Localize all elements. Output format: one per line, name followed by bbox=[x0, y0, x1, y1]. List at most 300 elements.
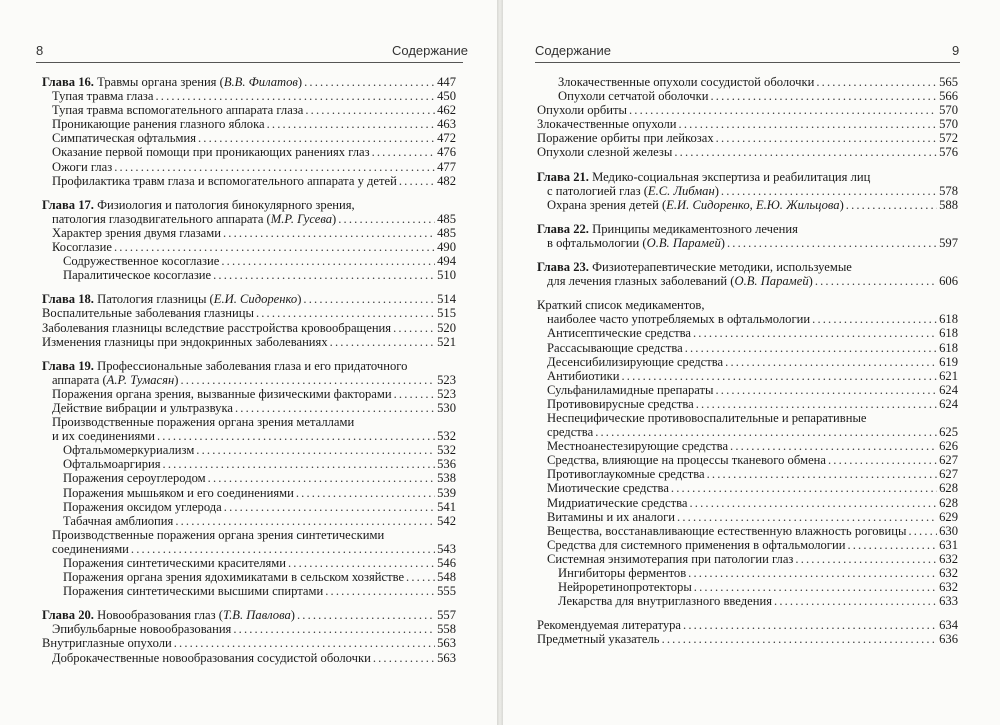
entry-page-number: 563 bbox=[437, 636, 456, 651]
entry-text: Нейроретинопротекторы bbox=[558, 580, 692, 595]
entry-page-number: 485 bbox=[437, 225, 456, 240]
toc-entry bbox=[537, 145, 958, 159]
dot-leader bbox=[267, 117, 436, 131]
entry-title bbox=[547, 397, 694, 411]
entry-text: Характер зрения двумя глазами bbox=[52, 225, 221, 240]
dot-leader bbox=[694, 580, 937, 594]
entry-title bbox=[63, 556, 286, 570]
dot-leader bbox=[846, 198, 937, 212]
toc-entry bbox=[42, 145, 456, 159]
entry-title bbox=[63, 570, 404, 584]
entry-text: Содружественное косоглазие bbox=[63, 254, 220, 269]
entry-title bbox=[547, 439, 728, 453]
toc-entry bbox=[42, 117, 456, 131]
entry-page-number: 546 bbox=[437, 556, 456, 570]
entry-paren: ) bbox=[297, 75, 303, 89]
dot-leader bbox=[394, 387, 436, 401]
entry-title bbox=[52, 651, 371, 665]
entry-page-number: 515 bbox=[437, 306, 456, 321]
dot-leader bbox=[690, 496, 938, 510]
entry-author: М.Р. Гусева bbox=[270, 211, 333, 226]
entry-text: Действие вибрации и ультразвука bbox=[52, 400, 233, 415]
entry-text: Средства, влияющие на процессы тканевого обмена bbox=[547, 453, 826, 468]
entry-title bbox=[547, 524, 906, 538]
entry-title bbox=[537, 260, 852, 274]
entry-text: Поражения оксидом углерода bbox=[63, 499, 222, 514]
entry-page-number: 477 bbox=[437, 159, 456, 174]
toc-entry bbox=[537, 552, 958, 566]
entry-text: Десенсибилизирующие средства bbox=[547, 354, 724, 369]
dot-leader bbox=[198, 131, 435, 145]
entry-text: Поражение орбиты при лейкозах bbox=[537, 131, 714, 146]
entry-title bbox=[52, 103, 303, 117]
entry-page-number: 538 bbox=[437, 471, 456, 486]
dot-leader bbox=[163, 457, 436, 471]
chapter-label: Глава 21. bbox=[537, 169, 589, 184]
dot-leader bbox=[847, 538, 937, 552]
dot-leader bbox=[208, 471, 435, 485]
dot-leader bbox=[725, 355, 937, 369]
entry-page-number: 625 bbox=[939, 425, 958, 440]
entry-page-number: 521 bbox=[437, 334, 456, 349]
entry-page-number: 588 bbox=[939, 197, 958, 212]
entry-text: Профилактика травм глаза и вспомогательного аппарата у детей bbox=[52, 173, 397, 188]
entry-text: Опухоли орбиты bbox=[537, 103, 627, 118]
entry-page-number: 628 bbox=[939, 495, 958, 510]
dot-leader bbox=[721, 184, 937, 198]
toc-entry bbox=[42, 636, 456, 650]
toc-entry bbox=[537, 260, 958, 274]
entry-title bbox=[52, 174, 397, 188]
section-gap bbox=[537, 160, 958, 170]
dot-leader bbox=[213, 268, 435, 282]
entry-text: Злокачественные опухоли bbox=[537, 117, 677, 132]
entry-paren: ) bbox=[839, 197, 844, 212]
entry-page-number: 566 bbox=[939, 89, 958, 104]
entry-page-number: 557 bbox=[437, 608, 456, 623]
toc-entry bbox=[42, 570, 456, 584]
dot-leader bbox=[131, 542, 435, 556]
toc-entry bbox=[537, 298, 958, 312]
dot-leader bbox=[908, 524, 937, 538]
entry-text: Опухоли слезной железы bbox=[537, 145, 673, 160]
entry-text: Поражения органа зрения, вызванные физическими факторами bbox=[52, 386, 392, 401]
toc-right bbox=[537, 75, 958, 646]
section-gap bbox=[537, 608, 958, 618]
toc-entry bbox=[537, 594, 958, 608]
dot-leader bbox=[303, 292, 435, 306]
entry-text: Внутриглазные опухоли bbox=[42, 636, 172, 651]
toc-entry bbox=[42, 373, 456, 387]
entry-page-number: 476 bbox=[437, 145, 456, 160]
toc-entry bbox=[42, 212, 456, 226]
entry-text: Воспалительные заболевания глазницы bbox=[42, 306, 254, 321]
entry-text: Профессиональные заболевания глаза и его придаточного bbox=[93, 358, 408, 373]
toc-entry bbox=[42, 268, 456, 282]
entry-text: Антисептические средства bbox=[547, 326, 691, 341]
entry-title bbox=[42, 75, 302, 89]
entry-title bbox=[547, 467, 705, 481]
entry-title bbox=[537, 117, 677, 131]
entry-title bbox=[52, 387, 392, 401]
dot-leader bbox=[595, 425, 937, 439]
toc-entry bbox=[42, 608, 456, 622]
entry-paren: ) bbox=[714, 183, 719, 198]
entry-page-number: 542 bbox=[437, 513, 456, 528]
entry-text: Рассасывающие средства bbox=[547, 340, 683, 355]
entry-page-number: 482 bbox=[437, 173, 456, 188]
entry-title bbox=[52, 212, 336, 226]
dot-leader bbox=[114, 160, 435, 174]
toc-entry bbox=[537, 467, 958, 481]
entry-title bbox=[558, 566, 686, 580]
entry-page-number: 633 bbox=[939, 594, 958, 609]
entry-page-number: 548 bbox=[437, 570, 456, 585]
entry-author: А.Р. Тумасян bbox=[106, 372, 175, 387]
entry-text: Симпатическая офтальмия bbox=[52, 131, 196, 146]
entry-text: в офтальмологии ( bbox=[547, 235, 647, 250]
entry-text: Косоглазие bbox=[52, 240, 112, 255]
dot-leader bbox=[727, 236, 937, 250]
entry-title bbox=[547, 198, 844, 212]
entry-text: Паралитическое косоглазие bbox=[63, 268, 212, 283]
entry-title bbox=[547, 552, 793, 566]
dot-leader bbox=[716, 383, 938, 397]
entry-text: Средства для системного применения в офтальмологии bbox=[547, 537, 846, 552]
dot-leader bbox=[235, 401, 435, 415]
entry-page-number: 627 bbox=[939, 453, 958, 468]
entry-text: Физиология и патология бинокулярного зрения, bbox=[93, 197, 355, 212]
toc-entry bbox=[537, 453, 958, 467]
entry-title bbox=[42, 306, 254, 320]
entry-text: Противоглаукомные средства bbox=[547, 467, 705, 482]
toc-entry bbox=[42, 254, 456, 268]
section-gap bbox=[42, 188, 456, 198]
dot-leader bbox=[223, 226, 435, 240]
entry-page-number: 618 bbox=[939, 340, 958, 355]
left-page bbox=[0, 0, 497, 725]
entry-text: Заболевания глазницы вследствие расстройства кровообращения bbox=[42, 320, 392, 335]
entry-paren: ) bbox=[290, 608, 295, 623]
entry-title bbox=[52, 542, 129, 556]
entry-title bbox=[52, 226, 221, 240]
toc-entry bbox=[537, 75, 958, 89]
section-gap bbox=[42, 282, 456, 292]
entry-text: средства bbox=[547, 425, 594, 440]
entry-page-number: 523 bbox=[437, 372, 456, 387]
toc-entry bbox=[537, 222, 958, 236]
entry-page-number: 628 bbox=[939, 481, 958, 496]
toc-entry bbox=[537, 326, 958, 340]
toc-entry bbox=[42, 321, 456, 335]
toc-entry bbox=[42, 240, 456, 254]
entry-page-number: 634 bbox=[939, 618, 958, 633]
dot-leader bbox=[629, 103, 937, 117]
toc-entry bbox=[537, 131, 958, 145]
dot-leader bbox=[685, 341, 937, 355]
entry-title bbox=[52, 131, 196, 145]
dot-leader bbox=[816, 75, 937, 89]
dot-leader bbox=[224, 500, 435, 514]
entry-page-number: 463 bbox=[437, 117, 456, 132]
entry-paren: ) bbox=[332, 211, 337, 226]
toc-entry bbox=[42, 306, 456, 320]
entry-text: Оказание первой помощи при проникающих ранениях глаз bbox=[52, 145, 370, 160]
toc-entry bbox=[537, 538, 958, 552]
toc-entry bbox=[537, 274, 958, 288]
entry-title bbox=[63, 584, 323, 598]
toc-entry bbox=[42, 174, 456, 188]
toc-entry bbox=[537, 236, 958, 250]
dot-leader bbox=[711, 89, 938, 103]
entry-title bbox=[42, 335, 328, 349]
entry-page-number: 447 bbox=[437, 75, 456, 89]
entry-text: Эпибульбарные новообразования bbox=[52, 622, 232, 637]
toc-entry bbox=[42, 542, 456, 556]
entry-title bbox=[537, 170, 870, 184]
toc-entry bbox=[42, 528, 456, 542]
dot-leader bbox=[175, 514, 435, 528]
entry-author: О.В. Парамей bbox=[646, 235, 721, 250]
entry-text: Принципы медикаментозного лечения bbox=[588, 221, 798, 236]
entry-page-number: 636 bbox=[939, 632, 958, 647]
entry-page-number: 520 bbox=[437, 320, 456, 335]
dot-leader bbox=[707, 467, 938, 481]
dot-leader bbox=[406, 570, 435, 584]
entry-text: Офтальмоаргирия bbox=[63, 457, 161, 472]
section-gap bbox=[42, 598, 456, 608]
toc-entry bbox=[42, 486, 456, 500]
dot-leader bbox=[716, 131, 937, 145]
entry-page-number: 629 bbox=[939, 509, 958, 524]
chapter-label: Глава 18. bbox=[42, 292, 94, 307]
toc-entry bbox=[537, 580, 958, 594]
entry-title bbox=[52, 117, 265, 131]
dot-leader bbox=[174, 636, 435, 650]
chapter-label: Глава 16. bbox=[42, 75, 94, 89]
entry-title bbox=[52, 240, 112, 254]
entry-text: Противовирусные средства bbox=[547, 396, 694, 411]
dot-leader bbox=[693, 326, 937, 340]
toc-entry bbox=[42, 359, 456, 373]
toc-entry bbox=[42, 335, 456, 349]
entry-page-number: 632 bbox=[939, 551, 958, 566]
entry-title bbox=[63, 471, 206, 485]
entry-text: Изменения глазницы при эндокринных заболеваниях bbox=[42, 334, 328, 349]
page-number: 8 bbox=[36, 43, 44, 58]
entry-title bbox=[547, 510, 675, 524]
toc-entry bbox=[42, 160, 456, 174]
entry-title bbox=[537, 618, 681, 632]
entry-text: Поражения мышьяком и его соединениями bbox=[63, 485, 294, 500]
entry-text: Новообразования глаз ( bbox=[93, 608, 223, 623]
entry-text: Рекомендуемая литература bbox=[537, 618, 682, 633]
entry-page-number: 618 bbox=[939, 312, 958, 327]
dot-leader bbox=[774, 594, 937, 608]
entry-title bbox=[42, 636, 172, 650]
entry-title bbox=[537, 103, 627, 117]
toc-entry bbox=[537, 510, 958, 524]
header-rule bbox=[36, 62, 463, 63]
dot-leader bbox=[304, 75, 435, 89]
entry-text: Краткий список медикаментов, bbox=[537, 298, 705, 313]
entry-page-number: 632 bbox=[939, 566, 958, 580]
dot-leader bbox=[372, 145, 436, 159]
entry-author: О.В. Парамей bbox=[734, 274, 809, 289]
toc-entry bbox=[537, 439, 958, 453]
chapter-label: Глава 23. bbox=[537, 260, 589, 275]
entry-author: Т.В. Павлова bbox=[222, 608, 291, 623]
entry-page-number: 523 bbox=[437, 386, 456, 401]
entry-title bbox=[537, 298, 705, 312]
entry-page-number: 631 bbox=[939, 537, 958, 552]
toc-entry bbox=[537, 397, 958, 411]
section-gap bbox=[537, 250, 958, 260]
entry-text: с патологией глаз ( bbox=[547, 183, 648, 198]
entry-title bbox=[547, 341, 683, 355]
entry-text: и их соединениями bbox=[52, 429, 155, 444]
toc-entry bbox=[537, 481, 958, 495]
toc-entry bbox=[537, 618, 958, 632]
entry-title bbox=[63, 443, 194, 457]
entry-page-number: 558 bbox=[437, 622, 456, 637]
dot-leader bbox=[674, 145, 937, 159]
dot-leader bbox=[812, 312, 937, 326]
dot-leader bbox=[662, 632, 938, 646]
toc-entry bbox=[537, 312, 958, 326]
entry-page-number: 543 bbox=[437, 541, 456, 556]
entry-page-number: 532 bbox=[437, 429, 456, 444]
entry-title bbox=[42, 321, 391, 335]
dot-leader bbox=[196, 443, 435, 457]
toc-entry bbox=[42, 103, 456, 117]
entry-text: Неспецифические противовоспалительные и репаративные bbox=[547, 410, 867, 425]
toc-entry bbox=[42, 584, 456, 598]
dot-leader bbox=[795, 552, 937, 566]
entry-text: Сульфаниламидные препараты bbox=[547, 382, 714, 397]
entry-page-number: 627 bbox=[939, 467, 958, 482]
dot-leader bbox=[114, 240, 435, 254]
entry-title bbox=[558, 580, 692, 594]
toc-entry bbox=[42, 651, 456, 665]
toc-entry bbox=[537, 383, 958, 397]
toc-entry bbox=[537, 524, 958, 538]
entry-author: Е.И. Сидоренко, Е.Ю. Жильцова bbox=[666, 197, 840, 212]
entry-page-number: 563 bbox=[437, 650, 456, 665]
chapter-label: Глава 22. bbox=[537, 221, 589, 236]
entry-text: наиболее часто употребляемых в офтальмологии bbox=[547, 312, 811, 327]
entry-title bbox=[63, 500, 222, 514]
entry-title bbox=[547, 383, 714, 397]
entry-title bbox=[52, 429, 155, 443]
entry-text: Офтальмомеркуриализм bbox=[63, 443, 195, 458]
entry-title bbox=[52, 415, 354, 429]
entry-title bbox=[52, 401, 233, 415]
entry-text: Вещества, восстанавливающие естественную влажность роговицы bbox=[547, 523, 907, 538]
entry-page-number: 450 bbox=[437, 89, 456, 104]
toc-entry bbox=[537, 117, 958, 131]
dot-leader bbox=[297, 608, 435, 622]
entry-title bbox=[63, 457, 161, 471]
entry-page-number: 606 bbox=[939, 274, 958, 289]
dot-leader bbox=[683, 618, 937, 632]
entry-title bbox=[547, 274, 813, 288]
entry-page-number: 597 bbox=[939, 235, 958, 250]
dot-leader bbox=[157, 429, 435, 443]
entry-title bbox=[52, 373, 178, 387]
entry-author: Е.И. Сидоренко bbox=[213, 292, 298, 307]
dot-leader bbox=[815, 274, 937, 288]
entry-title bbox=[42, 359, 407, 373]
entry-page-number: 578 bbox=[939, 183, 958, 198]
entry-title bbox=[547, 453, 826, 467]
toc-entry bbox=[537, 103, 958, 117]
entry-page-number: 532 bbox=[437, 443, 456, 458]
entry-page-number: 570 bbox=[939, 103, 958, 118]
entry-paren: ) bbox=[720, 235, 725, 250]
entry-title bbox=[42, 608, 295, 622]
toc-entry bbox=[537, 184, 958, 198]
entry-author: Е.С. Либман bbox=[647, 183, 715, 198]
dot-leader bbox=[671, 481, 937, 495]
entry-page-number: 618 bbox=[939, 326, 958, 341]
entry-title bbox=[537, 222, 798, 236]
toc-entry bbox=[42, 622, 456, 636]
entry-text: Табачная амблиопия bbox=[63, 513, 174, 528]
entry-title bbox=[63, 254, 219, 268]
dot-leader bbox=[233, 622, 435, 636]
entry-title bbox=[547, 411, 867, 425]
entry-title bbox=[52, 89, 154, 103]
entry-text: Мидриатические средства bbox=[547, 495, 688, 510]
entry-title bbox=[547, 425, 593, 439]
dot-leader bbox=[305, 103, 435, 117]
entry-title bbox=[547, 312, 810, 326]
entry-title bbox=[52, 528, 384, 542]
entry-text: Поражения синтетическими красителями bbox=[63, 556, 286, 570]
entry-page-number: 565 bbox=[939, 75, 958, 89]
entry-text: Тупая травма вспомогательного аппарата глаза bbox=[52, 103, 304, 118]
entry-text: Ожоги глаз bbox=[52, 159, 113, 174]
entry-title bbox=[52, 622, 231, 636]
toc-entry bbox=[42, 471, 456, 485]
toc-entry bbox=[537, 369, 958, 383]
chapter-label: Глава 19. bbox=[42, 358, 94, 373]
dot-leader bbox=[677, 510, 937, 524]
entry-text: Охрана зрения детей ( bbox=[547, 197, 667, 212]
entry-page-number: 514 bbox=[437, 292, 456, 307]
entry-text: аппарата ( bbox=[52, 372, 107, 387]
toc-left bbox=[42, 75, 456, 665]
entry-text: Лекарства для внутриглазного введения bbox=[558, 594, 773, 609]
entry-text: Системная энзимотерапия при патологии глаз bbox=[547, 551, 794, 566]
dot-leader bbox=[180, 373, 435, 387]
toc-entry bbox=[42, 443, 456, 457]
entry-page-number: 462 bbox=[437, 103, 456, 118]
entry-text: Ингибиторы ферментов bbox=[558, 566, 687, 580]
entry-text: Травмы органа зрения ( bbox=[93, 75, 224, 89]
entry-text: Местноанестезирующие средства bbox=[547, 439, 729, 454]
entry-page-number: 555 bbox=[437, 584, 456, 599]
entry-title bbox=[63, 268, 211, 282]
dot-leader bbox=[730, 439, 937, 453]
entry-paren: ) bbox=[174, 372, 179, 387]
entry-page-number: 576 bbox=[939, 145, 958, 160]
entry-title bbox=[42, 198, 355, 212]
dot-leader bbox=[330, 335, 435, 349]
dot-leader bbox=[621, 369, 937, 383]
dot-leader bbox=[156, 89, 436, 103]
